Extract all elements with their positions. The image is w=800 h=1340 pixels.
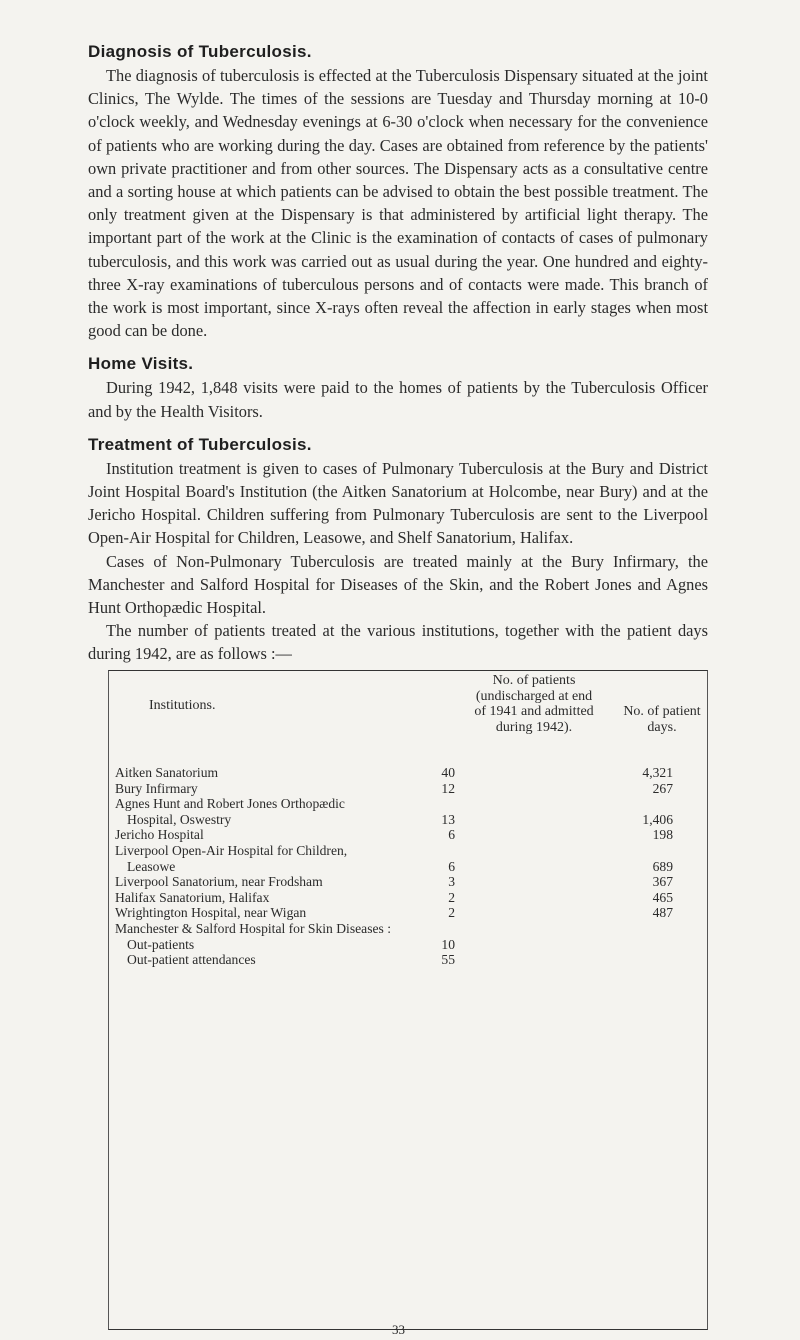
institution-name: Aitken Sanatorium [115,765,219,780]
patients-count: 13 [441,811,455,827]
patients-count: 6 [448,827,455,843]
institution-name: Liverpool Sanatorium, near Frodsham [115,874,323,890]
paragraph-treatment-2: Cases of Non-Pulmonary Tuberculosis are treated mainly at the Bury Infirmary, the Manchester and Salford Hospital for Diseases of the Skin, and the Robert Jones and Agnes Hunt Orthopædic Hospital. [88,551,708,618]
heading-treatment: Treatment of Tuberculosis. [88,434,312,454]
patient-days: 367 [652,874,673,890]
patient-days: 4,321 [642,765,673,780]
institution-name: Bury Infirmary [115,780,198,796]
page-number: 33 [392,1322,405,1337]
institution-name: Leasowe [127,858,176,874]
header-days-line: days. [647,719,677,735]
patients-count: 2 [448,889,455,905]
institution-name: Hospital, Oswestry [127,811,232,827]
table-rows [115,765,701,968]
header-patients-line: (undischarged at end [475,688,593,704]
table-row [115,859,701,875]
header-patients-line: during 1942). [495,719,573,735]
institution-name: Wrightington Hospital, near Wigan [115,905,307,921]
patient-days: 487 [652,905,673,921]
table-row [115,843,701,859]
institution-name: Out-patient attendances [127,952,256,968]
header-patient-days [607,704,717,735]
table-row [115,765,701,781]
paragraph-treatment-3: The number of patients treated at the various institutions, together with the patient days during 1942, are as follows :— [88,621,708,664]
table-row [115,796,701,812]
patients-count: 12 [441,780,455,796]
paragraph-diagnosis: The diagnosis of tuberculosis is effected at the Tuberculosis Dispensary situated at the joint Clinics, The Wylde. The times of the sessions are Tuesday and Thursday morning at 10-0 o'clock weekly, and Wednesday evenings at 6-30 o'clock when necessary for the convenience of patients who are working during the day. Cases are obtained from reference by the patients' own private practitioner and from other sources. The Dispensary acts as a consultative centre and a sorting house at which patients can be advised to obtain the best possible treatment. The only treatment given at the Dispensary is that administered by artificial light therapy. The important part of the work at the Clinic is the examination of contacts of cases of pulmonary tuberculosis, and this work was carried out as usual during the year. One hundred and eighty-three X-ray examinations of tuberculous persons and of contacts were made. This branch of the work is most important, since X-rays often reveal the affection in early stages when most good can be done. [88,66,708,341]
institution-name: Manchester & Salford Hospital for Skin Diseases : [115,920,391,936]
institution-name: Liverpool Open-Air Hospital for Children, [115,842,348,858]
patients-count: 10 [441,936,455,952]
table-row [115,937,701,953]
header-patients-line: of 1941 and admitted [474,704,594,719]
paragraph-home-visits: During 1942, 1,848 visits were paid to the homes of patients by the Tuberculosis Officer and by the Health Visitors. [88,378,708,421]
patients-count: 40 [441,765,455,780]
section-home-visits [88,352,708,422]
table-row [115,874,701,890]
table-row [115,921,701,937]
institution-name: Halifax Sanatorium, Halifax [115,889,270,905]
heading-diagnosis: Diagnosis of Tuberculosis. [88,42,312,61]
table-row [115,905,701,921]
section-treatment [88,433,708,666]
header-institutions: Institutions. [149,698,216,713]
institution-name: Jericho Hospital [115,827,204,843]
patients-count: 55 [441,952,455,968]
header-days-line: No. of patient [623,704,701,719]
patient-days: 198 [652,827,673,843]
patient-days: 1,406 [642,811,673,827]
section-diagnosis [88,40,708,342]
paragraph-treatment-1: Institution treatment is given to cases of Pulmonary Tuberculosis at the Bury and District Joint Hospital Board's Institution (the Aitken Sanatorium at Holcombe, near Bury) and at the Jericho Hospital. Children suffering from Pulmonary Tuberculosis are sent to the Liverpool Open-Air Hospital for Children, Leasowe, and Shelf Sanatorium, Halifax. [88,458,708,548]
institutions-table [108,670,708,1330]
document-body [88,40,708,666]
patients-count: 6 [448,858,455,874]
patient-days: 267 [652,780,673,796]
table-row [115,890,701,906]
institution-name: Out-patients [127,936,195,952]
patients-count: 3 [448,874,455,890]
patient-days: 689 [652,858,673,874]
header-patients-line: No. of patients [492,673,576,688]
patient-days: 465 [652,889,673,905]
table-row [115,812,701,828]
table-row [115,952,701,968]
heading-home-visits: Home Visits. [88,354,194,374]
table-row [115,781,701,797]
patients-count: 2 [448,905,455,921]
institution-name: Agnes Hunt and Robert Jones Orthopædic [115,796,345,812]
table-row [115,827,701,843]
table-header [109,671,707,763]
